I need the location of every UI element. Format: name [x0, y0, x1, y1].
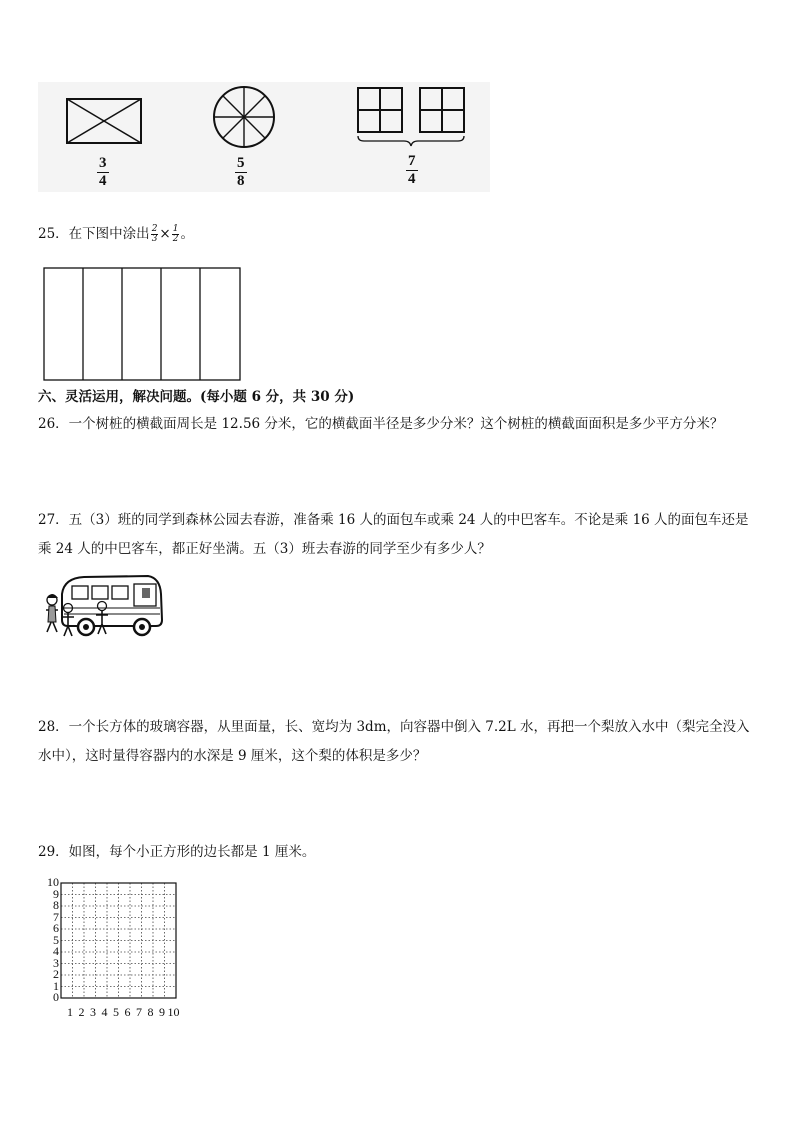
fraction-one-half [172, 225, 180, 244]
section-6-title: 六、灵活运用，解决问题。(每小题 6 分，共 30 分) [38, 389, 355, 405]
x-axis-label: 5 [113, 1005, 119, 1019]
coordinate-grid [38, 876, 188, 1020]
y-axis-label: 7 [53, 909, 59, 924]
fraction-denominator: 3 [151, 234, 158, 244]
y-axis-label: 6 [53, 921, 59, 935]
y-axis-label: 3 [53, 955, 59, 970]
x-axis-label: 3 [90, 1005, 96, 1019]
grid-lines [60, 882, 182, 1004]
fraction-numerator: 2 [151, 224, 158, 234]
x-axis-label: 6 [124, 1005, 131, 1019]
x-axis-label: 9 [159, 1005, 165, 1019]
y-axis-label: 9 [53, 886, 59, 901]
fraction-denominator: 2 [172, 234, 179, 244]
x-axis-label: 10 [167, 1005, 180, 1019]
x-axis-label: 7 [136, 1005, 142, 1019]
question-28-line-2: 水中），这时量得容器内的水深是 9 厘米，这个梨的体积是多少？ [38, 748, 427, 764]
question-28-line-1: 28．一个长方体的玻璃容器，从里面量，长、宽均为 3dm，向容器中倒入 7.2L 水，再把一个梨放入水中（梨完全没入 [38, 719, 750, 735]
fraction-denominator: 4 [99, 173, 107, 189]
y-axis-label: 1 [53, 978, 59, 993]
fraction-two-thirds [151, 225, 159, 244]
y-axis-label: 10 [47, 875, 59, 889]
two-quartered-squares-figure [356, 86, 468, 148]
fraction-denominator: 8 [237, 173, 245, 189]
question-25 [38, 220, 194, 248]
question-29: 29．如图，每个小正方形的边长都是 1 厘米。 [38, 844, 316, 860]
y-axis-label: 8 [53, 898, 59, 912]
fraction-five-eighths [235, 155, 247, 190]
question-26: 26．一个树桩的横截面周长是 12.56 分米，它的横截面半径是多少分米？这个树桩的横截面面积是多少平方分米？ [38, 416, 724, 432]
question-25-prefix: 25．在下图中涂出 [38, 226, 150, 242]
y-axis-label: 5 [53, 932, 59, 947]
rectangle-x-figure [66, 98, 142, 144]
x-axis-label: 2 [78, 1005, 85, 1019]
fraction-denominator: 4 [408, 171, 416, 187]
times-sign: × [159, 226, 171, 242]
fraction-numerator: 1 [172, 224, 179, 234]
y-axis-label: 4 [53, 944, 59, 958]
y-axis-label: 2 [53, 967, 59, 981]
x-axis-label: 8 [147, 1005, 154, 1019]
fraction-numerator: 7 [408, 153, 416, 169]
y-axis-label: 0 [53, 990, 59, 1004]
circle-eight-sectors-figure [212, 85, 276, 149]
fraction-three-quarters [97, 155, 109, 190]
question-27-line-1: 27．五（3）班的同学到森林公园去春游，准备乘 16 人的面包车或乘 24 人的中巴客车。不论是乘 16 人的面包车还是 [38, 512, 749, 528]
question-27-line-2: 乘 24 人的中巴客车，都正好坐满。五（3）班去春游的同学至少有多少人？ [38, 541, 491, 557]
question-25-suffix: 。 [180, 226, 194, 242]
shading-rectangle[interactable] [43, 267, 241, 381]
fraction-numerator: 5 [237, 155, 245, 171]
bus-illustration [44, 572, 166, 638]
x-axis-label: 4 [101, 1005, 108, 1019]
fraction-seven-quarters [406, 153, 418, 188]
x-axis-label: 1 [67, 1005, 73, 1019]
fraction-numerator: 3 [99, 155, 107, 171]
